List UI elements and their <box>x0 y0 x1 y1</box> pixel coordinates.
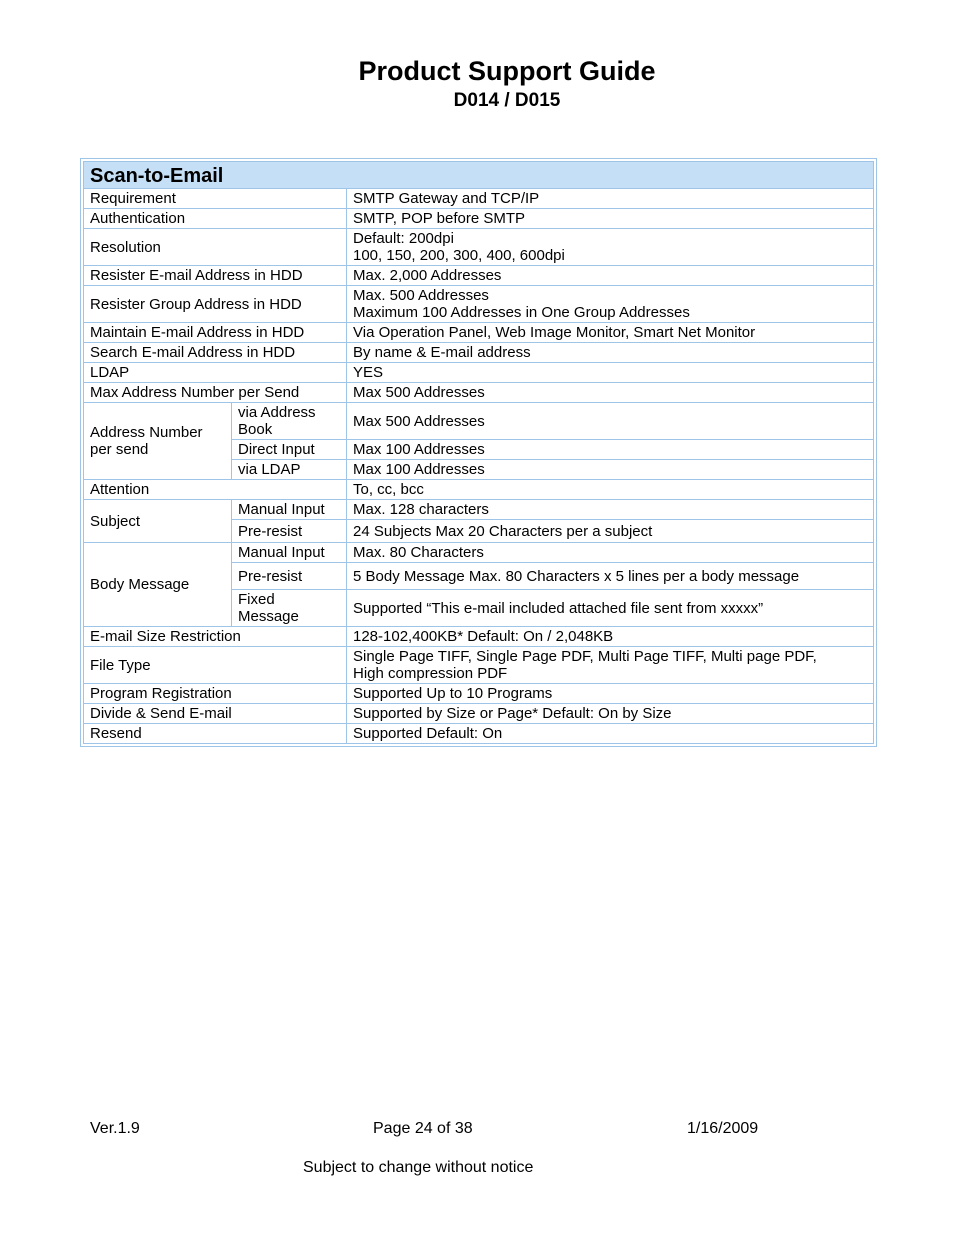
row-value: Max 500 Addresses <box>347 403 874 440</box>
row-sublabel: Manual Input <box>232 500 347 520</box>
table-row <box>84 627 874 647</box>
footer-version: Ver.1.9 <box>90 1120 140 1137</box>
row-sublabel <box>232 403 347 440</box>
table-row <box>84 403 874 440</box>
row-value <box>347 229 874 266</box>
footer-page-number: Page 24 of 38 <box>373 1120 473 1137</box>
row-value: 24 Subjects Max 20 Characters per a subject <box>347 520 874 543</box>
table-row <box>84 209 874 229</box>
footer-notice: Subject to change without notice <box>303 1159 534 1176</box>
row-label: Maintain E-mail Address in HDD <box>84 323 347 343</box>
row-label <box>84 403 232 480</box>
row-value: Max 100 Addresses <box>347 440 874 460</box>
row-value: Supported “This e-mail included attached file sent from xxxxx” <box>347 590 874 627</box>
section-title: Scan-to-Email <box>84 162 874 189</box>
row-value: Supported Default: On <box>347 724 874 744</box>
table-row <box>84 647 874 684</box>
table-row <box>84 323 874 343</box>
table-row <box>84 383 874 403</box>
row-value-line: Default: 200dpi <box>353 230 454 247</box>
row-sublabel: Direct Input <box>232 440 347 460</box>
row-label: Max Address Number per Send <box>84 383 347 403</box>
row-value: 5 Body Message Max. 80 Characters x 5 lines per a body message <box>347 563 874 590</box>
row-value <box>347 286 874 323</box>
table-row <box>84 684 874 704</box>
row-value: Max. 2,000 Addresses <box>347 266 874 286</box>
table-row <box>84 724 874 744</box>
row-label: LDAP <box>84 363 347 383</box>
table-row <box>84 480 874 500</box>
row-sublabel <box>232 590 347 627</box>
footer-date: 1/16/2009 <box>687 1120 759 1137</box>
row-value: Max 100 Addresses <box>347 460 874 480</box>
table-row <box>84 286 874 323</box>
row-label: Resister E-mail Address in HDD <box>84 266 347 286</box>
row-label: Requirement <box>84 189 347 209</box>
row-value: To, cc, bcc <box>347 480 874 500</box>
row-label: Body Message <box>84 543 232 627</box>
row-label: Divide & Send E-mail <box>84 704 347 724</box>
row-value-line: Single Page TIFF, Single Page PDF, Multi Page TIFF, Multi page PDF, <box>353 648 817 665</box>
row-label: E-mail Size Restriction <box>84 627 347 647</box>
row-value: SMTP, POP before SMTP <box>347 209 874 229</box>
row-sublabel-line: Message <box>238 608 299 625</box>
row-label: Resolution <box>84 229 347 266</box>
section-header-row <box>84 162 874 189</box>
row-label: File Type <box>84 647 347 684</box>
row-sublabel-line: Book <box>238 421 273 438</box>
row-label: Subject <box>84 500 232 543</box>
row-label: Search E-mail Address in HDD <box>84 343 347 363</box>
table-row <box>84 189 874 209</box>
row-value: By name & E-mail address <box>347 343 874 363</box>
row-label: Program Registration <box>84 684 347 704</box>
row-label-line: per send <box>90 441 149 458</box>
row-value <box>347 647 874 684</box>
table-row <box>84 543 874 563</box>
row-value: Max. 80 Characters <box>347 543 874 563</box>
table-row <box>84 266 874 286</box>
row-label: Authentication <box>84 209 347 229</box>
row-value: Supported by Size or Page* Default: On by Size <box>347 704 874 724</box>
row-label: Resend <box>84 724 347 744</box>
row-sublabel: Pre-resist <box>232 563 347 590</box>
row-value: 128-102,400KB* Default: On / 2,048KB <box>347 627 874 647</box>
row-value-line: Max. 500 Addresses <box>353 287 489 304</box>
table-row <box>84 343 874 363</box>
row-value-line: High compression PDF <box>353 665 508 682</box>
table-row <box>84 229 874 266</box>
row-value: SMTP Gateway and TCP/IP <box>347 189 874 209</box>
row-value: Max 500 Addresses <box>347 383 874 403</box>
row-label-line: Address Number <box>90 424 203 441</box>
row-sublabel: Manual Input <box>232 543 347 563</box>
row-value-line: Maximum 100 Addresses in One Group Addresses <box>353 304 690 321</box>
table-row <box>84 363 874 383</box>
spec-table <box>83 161 874 744</box>
row-value: Max. 128 characters <box>347 500 874 520</box>
row-value: Supported Up to 10 Programs <box>347 684 874 704</box>
document-subtitle: D014 / D015 <box>453 90 561 111</box>
row-sublabel: Pre-resist <box>232 520 347 543</box>
row-value-line: 100, 150, 200, 300, 400, 600dpi <box>353 247 565 264</box>
row-sublabel-line: Fixed <box>238 591 275 608</box>
row-sublabel-line: via Address <box>238 404 316 421</box>
row-value: Via Operation Panel, Web Image Monitor, Smart Net Monitor <box>347 323 874 343</box>
table-row <box>84 500 874 520</box>
table-row <box>84 704 874 724</box>
row-sublabel: via LDAP <box>232 460 347 480</box>
scan-to-email-spec-table <box>80 158 877 747</box>
row-label: Resister Group Address in HDD <box>84 286 347 323</box>
document-title: Product Support Guide <box>358 56 656 86</box>
row-label: Attention <box>84 480 347 500</box>
row-value: YES <box>347 363 874 383</box>
